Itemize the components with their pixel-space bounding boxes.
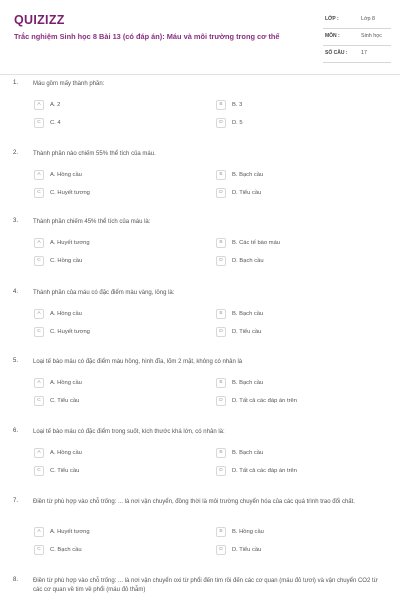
question-text: Thành phần của máu có đặc điểm màu vàng, lỏng là: — [33, 290, 175, 296]
question-number: 8. — [13, 577, 19, 583]
meta-row-count — [323, 46, 391, 63]
option-text: A. Hồng cầu — [50, 380, 82, 386]
meta-row-grade — [323, 12, 391, 29]
option-letter-badge: B — [216, 309, 226, 319]
question-text: Máu gồm mấy thành phần: — [33, 81, 105, 87]
option-text: A. Hồng cầu — [50, 172, 82, 178]
option-text: B. Các tế bào máu — [232, 240, 281, 246]
option-text: D. Tất cả các đáp án trên — [232, 468, 297, 474]
option-letter-badge: C — [34, 466, 44, 476]
meta-box — [323, 12, 391, 63]
option-letter-badge: B — [216, 100, 226, 110]
question-number: 4. — [13, 289, 19, 295]
option-text: D. Bạch cầu — [232, 258, 264, 264]
worksheet-header — [0, 0, 400, 70]
question-number: 7. — [13, 498, 19, 504]
question-text: Thành phần nào chiếm 55% thể tích của máu. — [33, 151, 156, 157]
meta-label: LỚP : — [325, 16, 339, 22]
meta-label: MÔN : — [325, 33, 340, 39]
option-text: C. Tiểu cầu — [50, 398, 80, 404]
question-number: 2. — [13, 150, 19, 156]
header-divider — [0, 74, 400, 75]
question-text: Thành phần chiếm 45% thể tích của máu là: — [33, 219, 151, 225]
option-text: B. 3 — [232, 102, 243, 108]
option-letter-badge: B — [216, 527, 226, 537]
option-text: C. 4 — [50, 120, 61, 126]
option-letter-badge: B — [216, 378, 226, 388]
option-letter-badge: C — [34, 256, 44, 266]
meta-value: Lớp 8 — [361, 16, 376, 22]
option-text: C. Bạch cầu — [50, 547, 82, 553]
option-text: A. Hồng cầu — [50, 311, 82, 317]
option-text: B. Bạch cầu — [232, 172, 264, 178]
question-number: 3. — [13, 218, 19, 224]
option-letter-badge: C — [34, 327, 44, 337]
quizizz-logo: QUIZIZZ — [14, 13, 65, 27]
option-letter-badge: A — [34, 378, 44, 388]
option-letter-badge: D — [216, 466, 226, 476]
option-letter-badge: A — [34, 238, 44, 248]
question-text: Loại tế bào máu có đặc điểm trong suốt, kích thước khá lớn, có nhân là: — [33, 429, 225, 435]
option-text: D. Tiểu cầu — [232, 190, 262, 196]
option-letter-badge: D — [216, 396, 226, 406]
option-letter-badge: C — [34, 545, 44, 555]
option-text: D. Tiểu cầu — [232, 547, 262, 553]
option-text: A. Huyết tương — [50, 529, 90, 535]
option-text: B. Bạch cầu — [232, 311, 264, 317]
option-text: B. Bạch cầu — [232, 450, 264, 456]
option-text: A. Huyết tương — [50, 240, 90, 246]
option-letter-badge: A — [34, 100, 44, 110]
option-text: C. Huyết tương — [50, 190, 90, 196]
option-text: C. Huyết tương — [50, 329, 90, 335]
option-letter-badge: B — [216, 448, 226, 458]
meta-value: 17 — [361, 50, 367, 56]
meta-value: Sinh học — [361, 33, 382, 39]
question-text: Loại tế bào máu có đặc điểm màu hồng, hình đĩa, lõm 2 mặt, không có nhân là — [33, 359, 243, 365]
question-number: 6. — [13, 428, 19, 434]
option-letter-badge: D — [216, 188, 226, 198]
option-text: D. 5 — [232, 120, 243, 126]
option-text: A. Hồng cầu — [50, 450, 82, 456]
option-letter-badge: A — [34, 527, 44, 537]
option-letter-badge: A — [34, 170, 44, 180]
option-text: A. 2 — [50, 102, 61, 108]
option-letter-badge: C — [34, 118, 44, 128]
question-number: 1. — [13, 80, 19, 86]
option-text: C. Tiểu cầu — [50, 468, 80, 474]
option-letter-badge: A — [34, 448, 44, 458]
question-number: 5. — [13, 358, 19, 364]
option-letter-badge: B — [216, 238, 226, 248]
option-letter-badge: C — [34, 396, 44, 406]
option-letter-badge: C — [34, 188, 44, 198]
option-text: D. Tiểu cầu — [232, 329, 262, 335]
option-text: B. Bạch cầu — [232, 380, 264, 386]
option-letter-badge: D — [216, 545, 226, 555]
option-letter-badge: A — [34, 309, 44, 319]
option-letter-badge: D — [216, 118, 226, 128]
meta-label: SỐ CÂU : — [325, 50, 348, 56]
worksheet-title: Trắc nghiệm Sinh học 8 Bài 13 (có đáp án): Máu và môi trường trong cơ thể — [14, 32, 280, 41]
option-letter-badge: D — [216, 327, 226, 337]
question-text: Điền từ phù hợp vào chỗ trống: ... là nơi vận chuyển, đồng thời là môi trường chuyển hóa của các quá trình trao đổi chất. — [33, 499, 355, 505]
option-text: B. Hồng cầu — [232, 529, 264, 535]
question-text: Điền từ phù hợp vào chỗ trống: ... là nơi vận chuyển oxi từ phổi đến tim rồi đến các cơ quan (máu đỏ tươi) và vận chuyển CO2 từ các cơ quan về tim về phổi (máu đỏ thẫm) — [33, 578, 378, 593]
option-letter-badge: D — [216, 256, 226, 266]
option-text: D. Tất cả các đáp án trên — [232, 398, 297, 404]
option-text: C. Hồng cầu — [50, 258, 83, 264]
option-letter-badge: B — [216, 170, 226, 180]
meta-row-subject — [323, 29, 391, 46]
